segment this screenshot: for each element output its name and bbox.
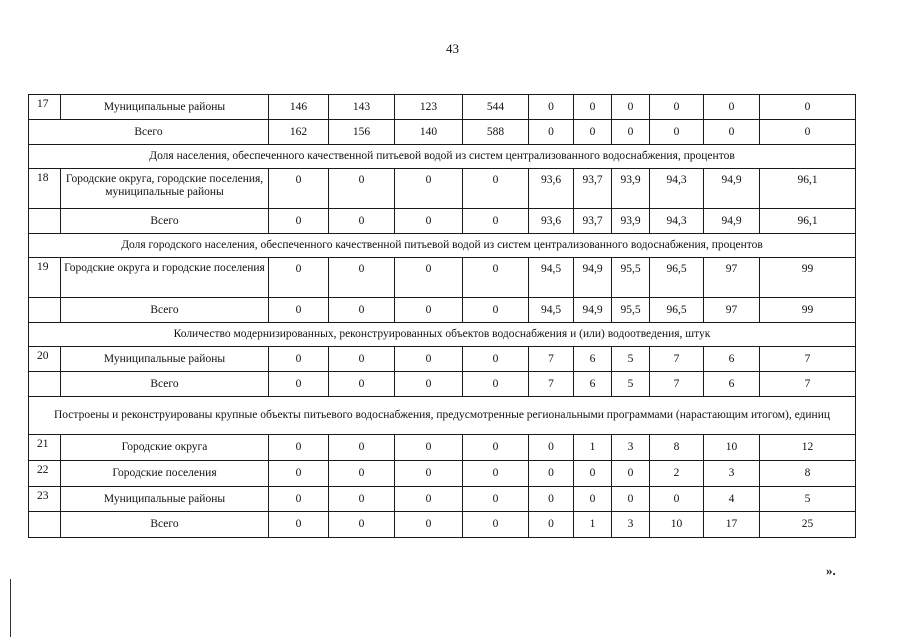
- section-title: Доля городского населения, обеспеченного качественной питьевой водой из систем централизованного водоснабжения, процентов: [29, 234, 856, 258]
- row-index: 22: [29, 461, 61, 487]
- value-cell: 0: [269, 258, 329, 298]
- row-name: Городские округа: [61, 435, 269, 461]
- value-cell: 0: [329, 461, 395, 487]
- value-cell: 96,1: [760, 209, 856, 234]
- value-cell: 0: [612, 487, 650, 512]
- value-cell: 0: [395, 298, 463, 323]
- value-cell: 99: [760, 258, 856, 298]
- row-name: Всего: [61, 512, 269, 538]
- value-cell: 0: [650, 487, 704, 512]
- value-cell: 0: [463, 258, 529, 298]
- value-cell: 6: [574, 347, 612, 372]
- value-cell: 0: [329, 169, 395, 209]
- section-header-row: [29, 397, 856, 435]
- value-cell: 94,5: [529, 298, 574, 323]
- value-cell: 96,1: [760, 169, 856, 209]
- row-name: Городские округа, городские поселения, муниципальные районы: [61, 169, 269, 209]
- value-cell: 2: [650, 461, 704, 487]
- value-cell: 3: [704, 461, 760, 487]
- value-cell: 0: [395, 347, 463, 372]
- value-cell: 0: [612, 120, 650, 145]
- value-cell: 0: [269, 435, 329, 461]
- value-cell: 0: [269, 512, 329, 538]
- table-row: [29, 435, 856, 461]
- row-index: 17: [29, 95, 61, 120]
- value-cell: 0: [529, 512, 574, 538]
- value-cell: 93,6: [529, 169, 574, 209]
- row-name: Городские поселения: [61, 461, 269, 487]
- value-cell: 7: [529, 372, 574, 397]
- value-cell: 0: [463, 435, 529, 461]
- value-cell: 0: [463, 487, 529, 512]
- value-cell: 94,9: [574, 298, 612, 323]
- value-cell: 0: [463, 298, 529, 323]
- value-cell: 7: [650, 372, 704, 397]
- table-row: [29, 258, 856, 298]
- value-cell: 96,5: [650, 298, 704, 323]
- value-cell: 97: [704, 258, 760, 298]
- value-cell: 94,9: [574, 258, 612, 298]
- value-cell: 0: [463, 169, 529, 209]
- value-cell: 0: [395, 169, 463, 209]
- value-cell: 0: [463, 347, 529, 372]
- value-cell: 7: [529, 347, 574, 372]
- section-title: Доля населения, обеспеченного качественной питьевой водой из систем централизованного водоснабжения, процентов: [29, 145, 856, 169]
- section-header-row: [29, 145, 856, 169]
- value-cell: 93,7: [574, 209, 612, 234]
- table-row: [29, 372, 856, 397]
- value-cell: 0: [269, 461, 329, 487]
- row-name: Муниципальные районы: [61, 347, 269, 372]
- value-cell: 0: [269, 169, 329, 209]
- value-cell: 0: [329, 372, 395, 397]
- value-cell: 0: [529, 461, 574, 487]
- row-index: 21: [29, 435, 61, 461]
- value-cell: 0: [269, 347, 329, 372]
- section-title: Количество модернизированных, реконструированных объектов водоснабжения и (или) водоотведения, штук: [29, 323, 856, 347]
- value-cell: 94,5: [529, 258, 574, 298]
- value-cell: 1: [574, 512, 612, 538]
- value-cell: 0: [329, 298, 395, 323]
- value-cell: 0: [612, 95, 650, 120]
- value-cell: 0: [329, 512, 395, 538]
- row-index: 18: [29, 169, 61, 209]
- row-index: [29, 298, 61, 323]
- value-cell: 1: [574, 435, 612, 461]
- section-title: Построены и реконструированы крупные объекты питьевого водоснабжения, предусмотренные региональными программами (нарастающим итогом), единиц: [29, 397, 856, 435]
- value-cell: 8: [650, 435, 704, 461]
- value-cell: 12: [760, 435, 856, 461]
- value-cell: 140: [395, 120, 463, 145]
- value-cell: 0: [395, 209, 463, 234]
- value-cell: 10: [650, 512, 704, 538]
- value-cell: 94,3: [650, 209, 704, 234]
- row-index: [29, 372, 61, 397]
- value-cell: 96,5: [650, 258, 704, 298]
- value-cell: 93,9: [612, 209, 650, 234]
- value-cell: 0: [650, 120, 704, 145]
- value-cell: 0: [650, 95, 704, 120]
- closing-quote-mark: ».: [826, 563, 836, 578]
- value-cell: 0: [529, 95, 574, 120]
- value-cell: 94,9: [704, 169, 760, 209]
- value-cell: 0: [704, 95, 760, 120]
- table-row: [29, 487, 856, 512]
- value-cell: 97: [704, 298, 760, 323]
- value-cell: 6: [704, 372, 760, 397]
- value-cell: 25: [760, 512, 856, 538]
- value-cell: 5: [760, 487, 856, 512]
- value-cell: 5: [612, 347, 650, 372]
- value-cell: 3: [612, 512, 650, 538]
- total-row: [29, 120, 856, 145]
- value-cell: 0: [760, 120, 856, 145]
- row-name: Всего: [61, 298, 269, 323]
- value-cell: 0: [395, 258, 463, 298]
- value-cell: 0: [395, 512, 463, 538]
- value-cell: 94,9: [704, 209, 760, 234]
- table-row: [29, 298, 856, 323]
- section-header-row: [29, 234, 856, 258]
- margin-line: [10, 579, 11, 637]
- value-cell: 0: [574, 95, 612, 120]
- table-row: [29, 512, 856, 538]
- row-index: [29, 209, 61, 234]
- value-cell: 95,5: [612, 298, 650, 323]
- value-cell: 162: [269, 120, 329, 145]
- value-cell: 93,6: [529, 209, 574, 234]
- value-cell: 0: [463, 209, 529, 234]
- value-cell: 0: [329, 487, 395, 512]
- table-row: [29, 461, 856, 487]
- value-cell: 0: [704, 120, 760, 145]
- row-name: Муниципальные районы: [61, 95, 269, 120]
- value-cell: 95,5: [612, 258, 650, 298]
- value-cell: 0: [395, 435, 463, 461]
- value-cell: 0: [529, 435, 574, 461]
- row-index: 20: [29, 347, 61, 372]
- value-cell: 93,7: [574, 169, 612, 209]
- value-cell: 0: [269, 487, 329, 512]
- page-number: 43: [446, 41, 459, 56]
- value-cell: 99: [760, 298, 856, 323]
- value-cell: 0: [329, 347, 395, 372]
- value-cell: 0: [760, 95, 856, 120]
- value-cell: 3: [612, 435, 650, 461]
- value-cell: 156: [329, 120, 395, 145]
- value-cell: 0: [395, 487, 463, 512]
- value-cell: 0: [463, 512, 529, 538]
- value-cell: 544: [463, 95, 529, 120]
- section-header-row: [29, 323, 856, 347]
- value-cell: 0: [395, 372, 463, 397]
- value-cell: 94,3: [650, 169, 704, 209]
- value-cell: 0: [574, 487, 612, 512]
- indicators-table: [28, 94, 856, 538]
- value-cell: 8: [760, 461, 856, 487]
- value-cell: 143: [329, 95, 395, 120]
- value-cell: 0: [329, 258, 395, 298]
- value-cell: 0: [612, 461, 650, 487]
- value-cell: 0: [529, 120, 574, 145]
- value-cell: 0: [329, 209, 395, 234]
- value-cell: 0: [574, 120, 612, 145]
- row-name: Городские округа и городские поселения: [61, 258, 269, 298]
- value-cell: 5: [612, 372, 650, 397]
- row-index: 23: [29, 487, 61, 512]
- value-cell: 0: [329, 435, 395, 461]
- value-cell: 123: [395, 95, 463, 120]
- value-cell: 0: [395, 461, 463, 487]
- value-cell: 17: [704, 512, 760, 538]
- value-cell: 0: [463, 372, 529, 397]
- row-name: Всего: [61, 372, 269, 397]
- value-cell: 7: [760, 372, 856, 397]
- row-index: [29, 512, 61, 538]
- value-cell: 6: [704, 347, 760, 372]
- table-row: [29, 169, 856, 209]
- value-cell: 7: [760, 347, 856, 372]
- table-row: [29, 347, 856, 372]
- value-cell: 0: [574, 461, 612, 487]
- value-cell: 6: [574, 372, 612, 397]
- value-cell: 93,9: [612, 169, 650, 209]
- row-index: 19: [29, 258, 61, 298]
- row-name: Всего: [61, 209, 269, 234]
- value-cell: 10: [704, 435, 760, 461]
- value-cell: 0: [269, 372, 329, 397]
- value-cell: 0: [269, 298, 329, 323]
- table-row: [29, 209, 856, 234]
- value-cell: 146: [269, 95, 329, 120]
- value-cell: 0: [269, 209, 329, 234]
- value-cell: 0: [463, 461, 529, 487]
- value-cell: 0: [529, 487, 574, 512]
- row-name: Всего: [29, 120, 269, 145]
- row-name: Муниципальные районы: [61, 487, 269, 512]
- value-cell: 588: [463, 120, 529, 145]
- value-cell: 7: [650, 347, 704, 372]
- table-row: [29, 95, 856, 120]
- value-cell: 4: [704, 487, 760, 512]
